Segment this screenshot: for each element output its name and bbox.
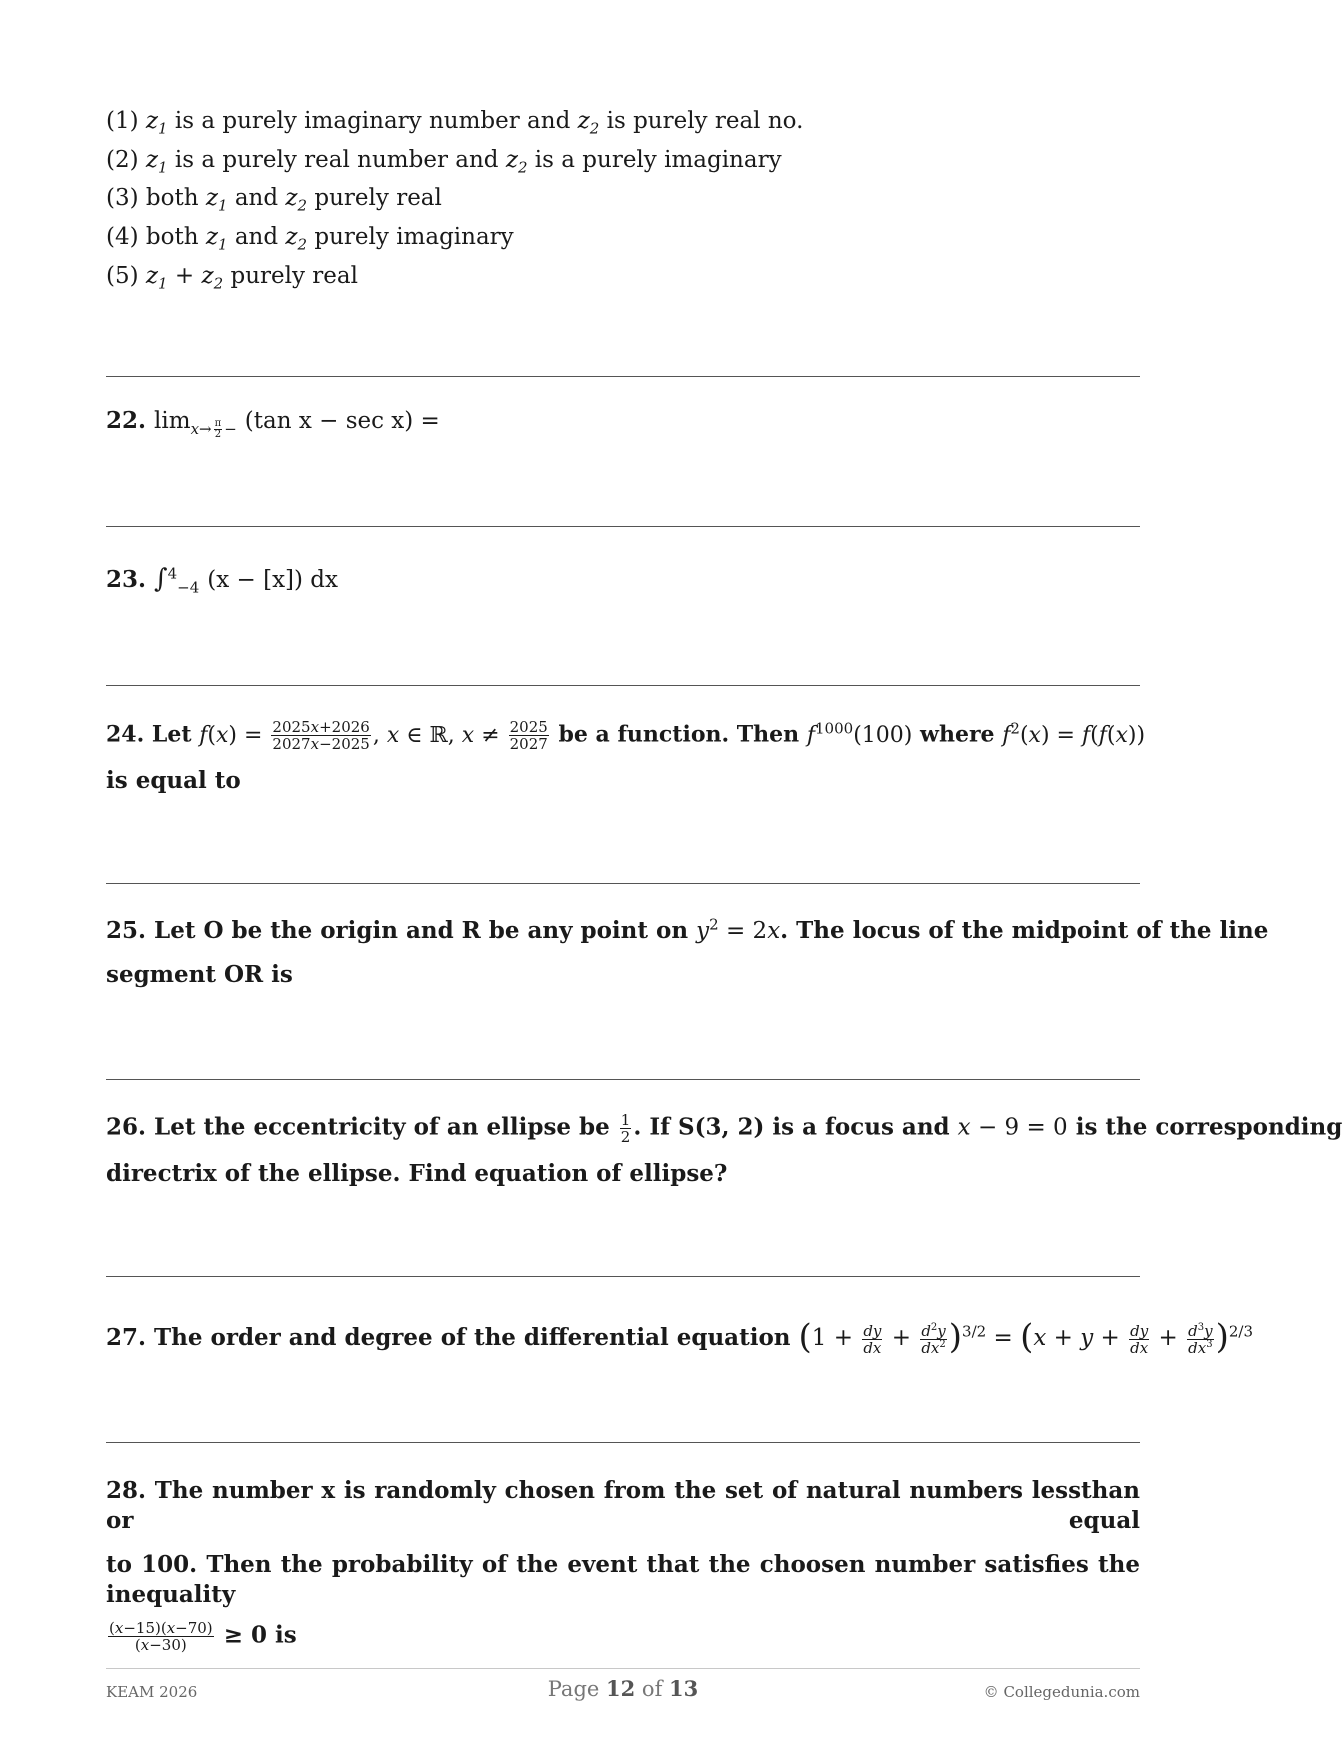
math-directrix: x − 9 = 0 [957, 1114, 1068, 1141]
question-24 [106, 718, 1146, 796]
divider [106, 1079, 1140, 1080]
math-z1-plus-z2: $z_1 + z_2$ [145, 263, 224, 293]
divider [106, 526, 1140, 527]
math-z2: $z_2$ [505, 147, 528, 177]
question-text: is the corresponding [1075, 1113, 1342, 1141]
question-23 [106, 564, 1140, 595]
math-inequality-fraction: $\frac{(x-15)(x-70)}{(x-30)}$ [109, 1619, 213, 1654]
math-integral: ∫$^4_{-4}$ [154, 564, 200, 597]
divider [106, 376, 1140, 377]
footer-exam-name: KEAM 2026 [106, 1683, 198, 1701]
option-4 [106, 222, 514, 252]
math-z1: $z_1$ [205, 224, 228, 254]
option-number: (5) [106, 263, 139, 289]
question-text: 25. Let O be the origin and R be any point on [106, 917, 689, 944]
question-text: 26. Let the eccentricity of an ellipse be [106, 1113, 610, 1141]
math-function-def: f(x) = $\frac{2025x+2026}{2027x-2025}$ , x ∈ ℝ, x ≠ $\frac{2025}{2027}$ [199, 718, 548, 753]
math-z2: $z_2$ [285, 185, 308, 215]
question-text: . The locus of the midpoint of the line [780, 917, 1269, 944]
math-differential-equation: (1 + $\frac{dy}{dx}$ + $\frac{d^2y}{dx^2}$ )$^{3/2}$ = (x + y + $\frac{dy}{dx}$ + $\frac{d^3y}{dx^3}$ )$^{2/3}$ [798, 1317, 1254, 1357]
divider [106, 883, 1140, 884]
math-f2: $f^2(x) = f(f(x))$ [1002, 719, 1146, 748]
math-expression: (x − [x]) dx [207, 567, 338, 593]
option-2 [106, 145, 782, 175]
option-number: (4) [106, 224, 139, 250]
question-text: ≥ 0 is [223, 1621, 297, 1649]
question-27 [106, 1317, 1254, 1357]
option-number: (3) [106, 185, 139, 211]
math-limit: $\lim_{x\to \frac{\pi}{2} -}$ [154, 408, 237, 441]
option-3 [106, 183, 442, 213]
math-expression: (tan x − sec x) = [244, 408, 440, 434]
option-text: is a purely real number and [174, 147, 499, 173]
question-text: where [920, 721, 995, 748]
math-half: $\frac{1}{2}$ [620, 1111, 631, 1146]
math-z2: $z_2$ [577, 108, 600, 138]
math-z1: $z_1$ [145, 108, 168, 138]
question-number: 24. Let [106, 721, 192, 748]
math-z2: $z_2$ [285, 224, 308, 254]
math-z1: $z_1$ [205, 185, 228, 215]
option-text: is a purely imaginary number and [174, 108, 571, 134]
option-number: (2) [106, 147, 139, 173]
option-text: purely real [314, 185, 442, 211]
exam-page [106, 0, 1342, 1754]
footer-page-number: Page 12 of 13 [547, 1676, 699, 1701]
question-text: is equal to [106, 767, 241, 794]
option-text: and [234, 224, 279, 250]
option-text: both [145, 224, 199, 250]
divider [106, 1442, 1140, 1443]
question-number: 23. [106, 566, 147, 593]
question-text: to 100. Then the probability of the event that the choosen number satisfies the inequality [106, 1551, 1140, 1608]
math-z1: $z_1$ [145, 147, 168, 177]
math-f1000: $f^{1000}(100)$ [806, 719, 913, 748]
divider [106, 685, 1140, 686]
question-text: 28. The number x is randomly chosen from the set of natural numbers lessthan or equal [106, 1477, 1140, 1534]
option-text: and [234, 185, 279, 211]
option-5 [106, 261, 358, 291]
option-number: (1) [106, 108, 139, 134]
question-number: 22. [106, 407, 147, 434]
question-text: . If S(3, 2) is a focus and [633, 1113, 950, 1141]
question-26 [106, 1111, 1342, 1189]
math-parabola: $y^2 = 2x$ [696, 915, 781, 944]
question-text: directrix of the ellipse. Find equation of ellipse? [106, 1160, 728, 1187]
question-28 [106, 1476, 1140, 1653]
option-text: is a purely imaginary [534, 147, 782, 173]
option-1 [106, 106, 803, 136]
question-text: segment OR is [106, 961, 293, 988]
question-text: 27. The order and degree of the differential equation [106, 1324, 791, 1351]
question-22 [106, 406, 1140, 440]
option-text: is purely real no. [606, 108, 804, 134]
option-text: purely imaginary [314, 224, 514, 250]
option-text: purely real [230, 263, 358, 289]
question-text: be a function. Then [558, 721, 800, 748]
footer-copyright: © Collegedunia.com [983, 1683, 1140, 1701]
footer-rule [106, 1668, 1140, 1669]
question-25 [106, 915, 1269, 990]
divider [106, 1276, 1140, 1277]
option-text: both [145, 185, 199, 211]
